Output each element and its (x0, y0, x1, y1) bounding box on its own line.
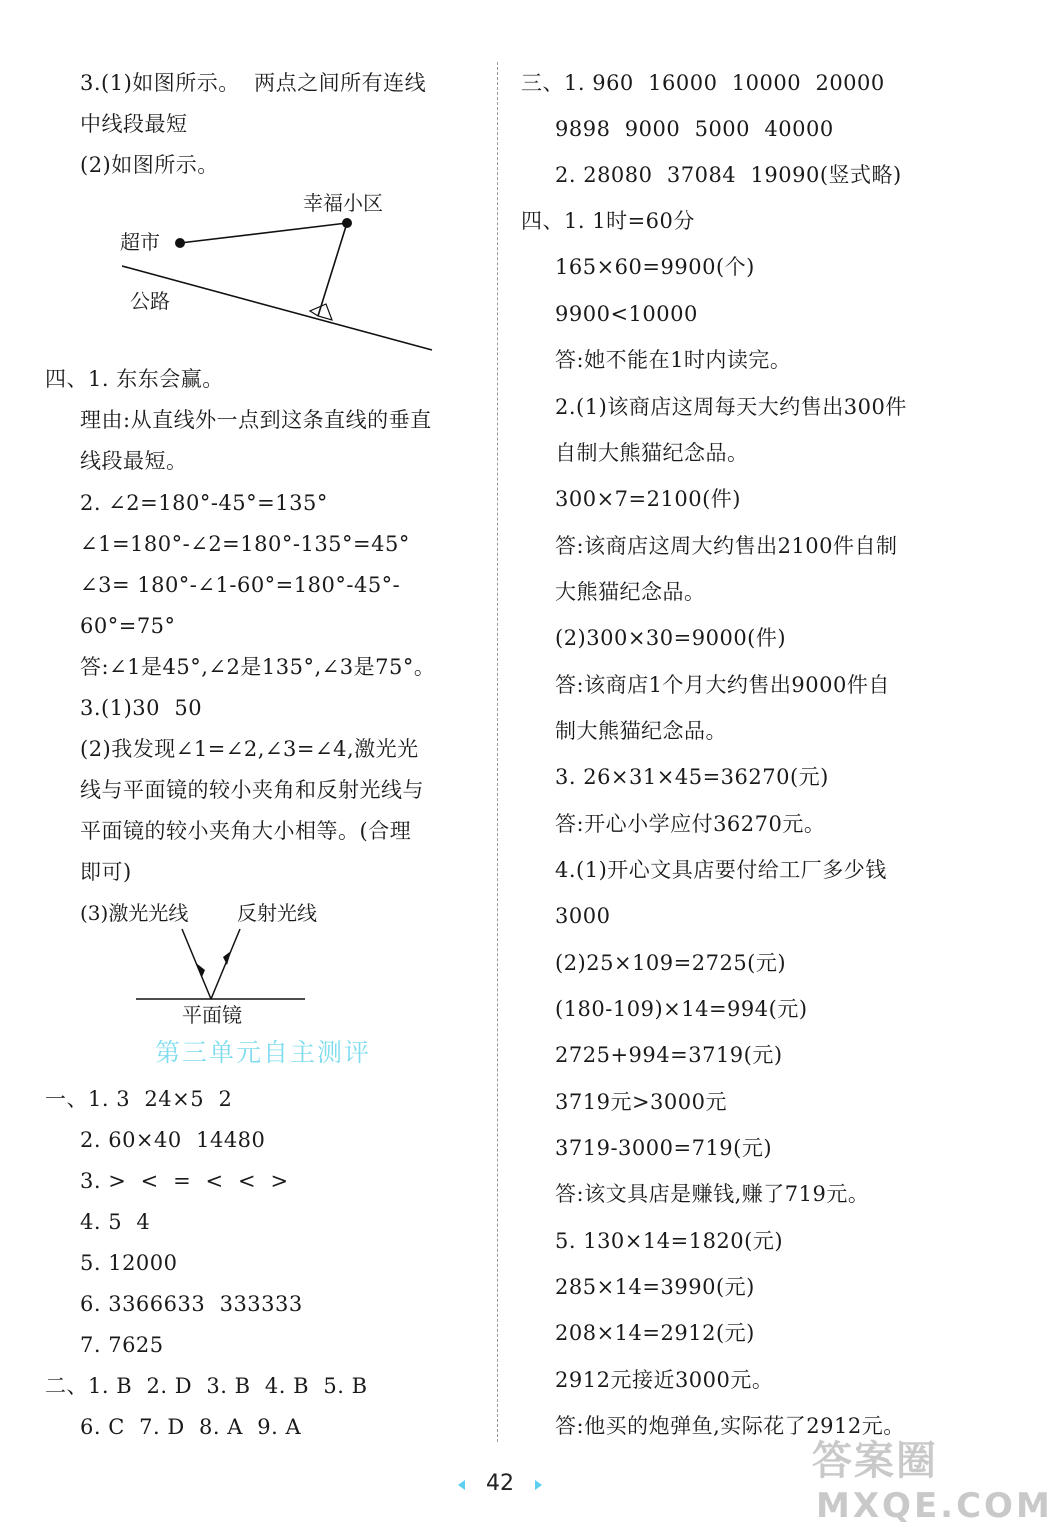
answer-line: 4. 5 4 (80, 1210, 151, 1234)
answer-line: 2. 60×40 14480 (80, 1128, 266, 1152)
answer-line: 5. 130×14=1820(元) (555, 1229, 784, 1253)
answer-line: 四、1. 1时=60分 (521, 209, 695, 233)
answer-line: 线段最短。 (80, 449, 188, 473)
answer-line: 理由:从直线外一点到这条直线的垂直 (80, 408, 432, 432)
answer-line: 3. 26×31×45=36270(元) (555, 765, 829, 789)
shortest-path-figure (100, 186, 450, 356)
answer-line: 答:该商店这周大约售出2100件自制 (555, 534, 898, 558)
answer-line: 自制大熊猫纪念品。 (555, 441, 749, 465)
perpendicular-segment (318, 223, 347, 316)
watermark-line1: 答案圈 (812, 1438, 938, 1484)
answer-line: 答:该商店1个月大约售出9000件自 (555, 673, 890, 697)
answer-line: 285×14=3990(元) (555, 1275, 755, 1299)
answer-line: ∠1=180°-∠2=180°-135°=45° (80, 532, 410, 556)
answer-line: 2725+994=3719(元) (555, 1043, 783, 1067)
answer-line: 300×7=2100(件) (555, 487, 741, 511)
column-divider (497, 62, 498, 1442)
answer-line: 四、1. 东东会赢。 (45, 367, 224, 391)
reflected-label: 反射光线 (237, 901, 317, 925)
answer-line: 答:该文具店是赚钱,赚了719元。 (555, 1182, 870, 1206)
answer-line: 9900<10000 (555, 302, 698, 326)
answer-line: 一、1. 3 24×5 2 (45, 1087, 233, 1111)
watermark-line2: MXQE.COM (816, 1486, 1053, 1526)
answer-line: 3719元>3000元 (555, 1090, 727, 1114)
page-number-text: 42 (486, 1471, 514, 1496)
answer-line: 165×60=9900(个) (555, 255, 755, 279)
answer-line: 中线段最短 (80, 112, 188, 136)
answer-line: 3.(1)30 50 (80, 696, 203, 720)
market-to-community-segment (180, 223, 347, 243)
watermark-logo (812, 1436, 1053, 1532)
answer-line: (2)如图所示。 (80, 153, 219, 177)
answer-line: 3000 (555, 904, 611, 928)
answer-line: 9898 9000 5000 40000 (555, 117, 834, 141)
answer-line: 线与平面镜的较小夹角和反射光线与 (80, 778, 424, 802)
answer-line: (2)我发现∠1=∠2,∠3=∠4,激光光 (80, 737, 419, 761)
reflected-arrow-icon (223, 951, 231, 965)
answer-line: 即可) (80, 860, 132, 884)
answer-line: (2)300×30=9000(件) (555, 626, 787, 650)
answer-line: (2)25×109=2725(元) (555, 951, 787, 975)
community-label: 幸福小区 (303, 191, 383, 215)
answer-line: 5. 12000 (80, 1251, 178, 1275)
page-number (440, 1464, 560, 1504)
answer-line: 答:她不能在1时内读完。 (555, 348, 792, 372)
mirror-label: 平面镜 (182, 1003, 242, 1027)
answer-line: 制大熊猫纪念品。 (555, 719, 727, 743)
answer-line: 二、1. B 2. D 3. B 4. B 5. B (45, 1374, 368, 1398)
answer-line: 3719-3000=719(元) (555, 1136, 773, 1160)
answer-line: 三、1. 960 16000 10000 20000 (521, 71, 885, 95)
answer-line: 7. 7625 (80, 1333, 164, 1357)
answer-line: 2912元接近3000元。 (555, 1368, 774, 1392)
answer-line: 4.(1)开心文具店要付给工厂多少钱 (555, 858, 887, 882)
answer-line: (180-109)×14=994(元) (555, 997, 808, 1021)
answer-line: 60°=75° (80, 614, 176, 638)
mirror-reflection-figure (80, 895, 320, 1030)
section-title: 第三单元自主测评 (155, 1038, 372, 1067)
answer-line: 平面镜的较小夹角大小相等。(合理 (80, 819, 412, 843)
answer-line: 6. C 7. D 8. A 9. A (80, 1415, 302, 1439)
laser-label: (3)激光光线 (80, 901, 189, 925)
answer-line: 6. 3366633 333333 (80, 1292, 303, 1316)
answer-line: 答:开心小学应付36270元。 (555, 812, 826, 836)
answer-line: 答:∠1是45°,∠2是135°,∠3是75°。 (80, 655, 436, 679)
right-marker-icon (535, 1480, 542, 1490)
answer-line: 2.(1)该商店这周每天大约售出300件 (555, 395, 907, 419)
answer-line: 答:他买的炮弹鱼,实际花了2912元。 (555, 1414, 905, 1438)
reflected-ray (211, 929, 240, 999)
answer-line: 2. 28080 37084 19090(竖式略) (555, 163, 902, 187)
answer-line: 208×14=2912(元) (555, 1321, 755, 1345)
answer-line: 2. ∠2=180°-45°=135° (80, 491, 328, 515)
answer-line: ∠3= 180°-∠1-60°=180°-45°- (80, 573, 401, 597)
answer-line: 大熊猫纪念品。 (555, 580, 706, 604)
answer-line: 3.(1)如图所示。 两点之间所有连线 (80, 71, 427, 95)
market-label: 超市 (120, 230, 160, 254)
answer-line: 3. > < = < < > (80, 1169, 289, 1193)
road-label: 公路 (130, 289, 170, 313)
